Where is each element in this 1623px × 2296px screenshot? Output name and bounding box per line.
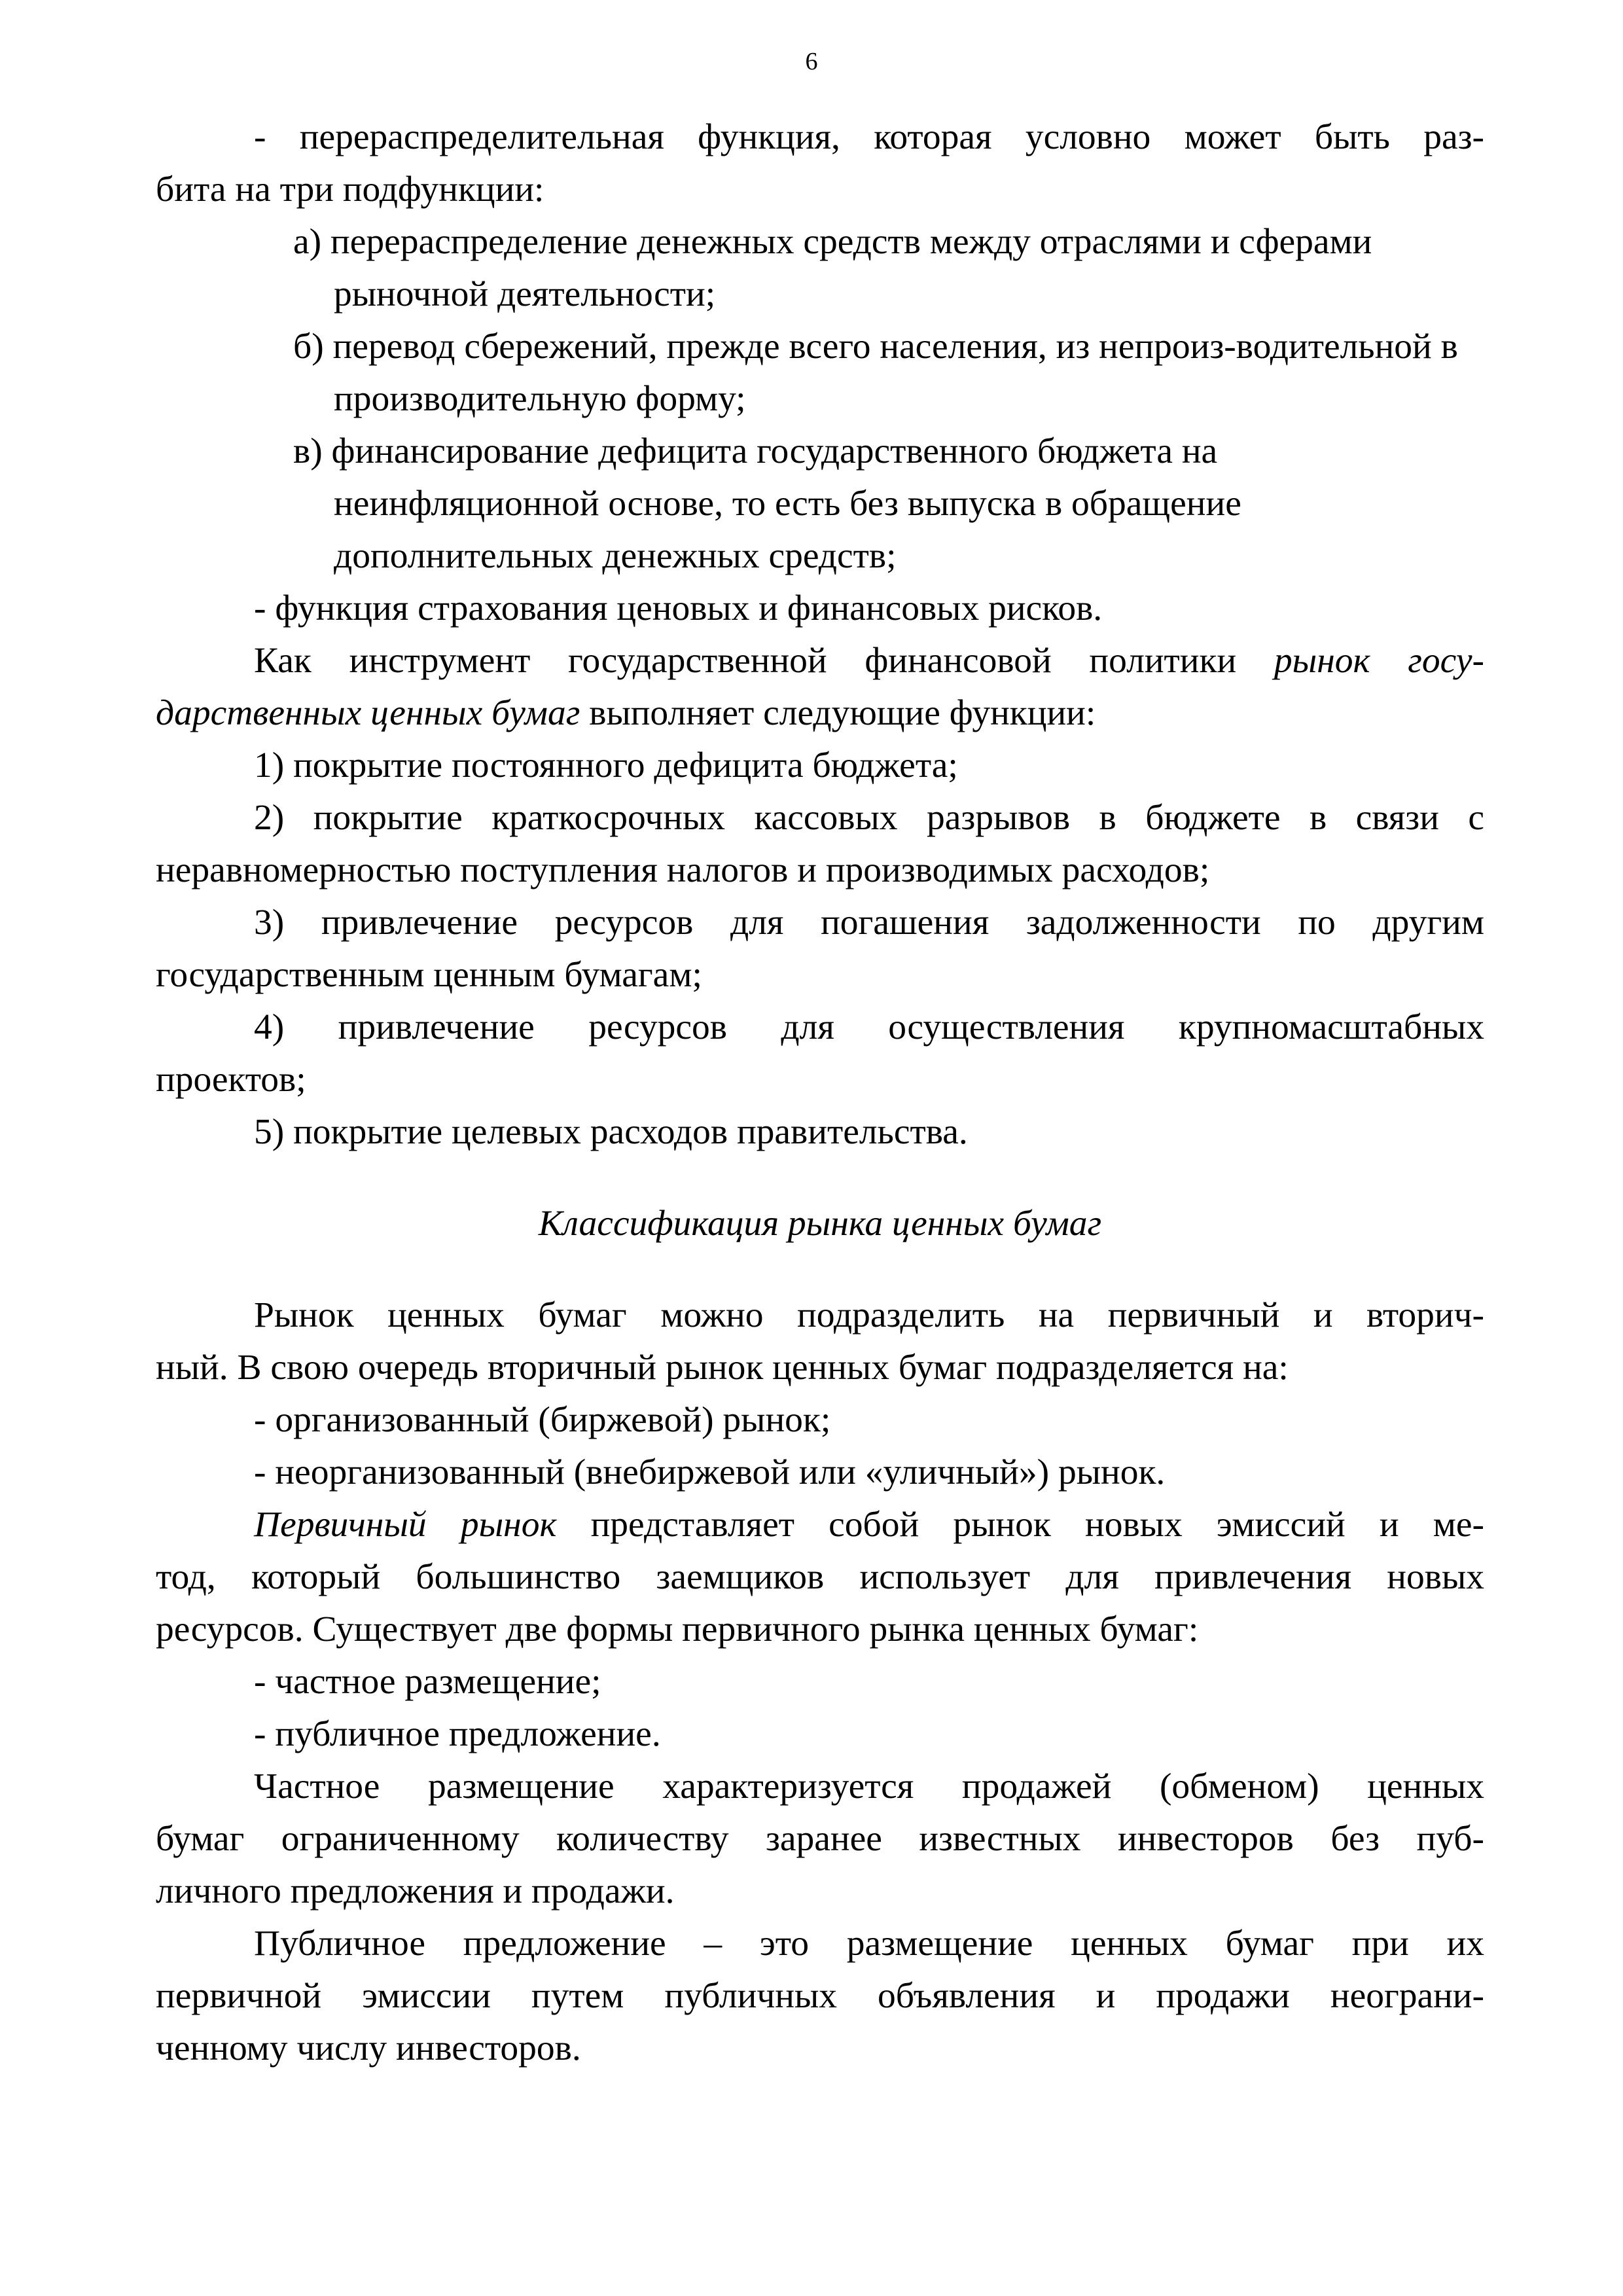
subfunction-v: в) финансирование дефицита государственного бюджета на неинфляционной основе, то есть без выпуска в обращение дополнительных денежных средств; (293, 431, 1241, 576)
instrument-italic-term: рынок госу- (1274, 641, 1484, 681)
paragraph-redistribution-line-2: бита на три подфункции: (156, 170, 544, 209)
paragraph-market-line-2: ный. В свою очередь вторичный рынок ценных бумаг подразделяется на: (156, 1348, 1289, 1388)
list-unorganized-market: - неорганизованный (внебиржевой или «уличный») рынок. (254, 1452, 1166, 1492)
subfunction-a: а) перераспределение денежных средств между отраслями и сферами рыночной деятельности; (293, 222, 1372, 314)
paragraph-primary-line-2: тод, который большинство заемщиков использует для привлечения новых (156, 1557, 1484, 1597)
list-item-4-line-1: 4) привлечение ресурсов для осуществления крупномасштабных (254, 1007, 1484, 1047)
instrument-italic-term-cont: дарственных ценных бумаг (156, 693, 580, 733)
paragraph-primary-line-3: ресурсов. Существует две формы первичного рынка ценных бумаг: (156, 1609, 1199, 1649)
list-item-4-line-2: проектов; (156, 1060, 306, 1100)
section-heading: Классификация рынка ценных бумаг (538, 1204, 1102, 1244)
primary-market-term: Первичный рынок (254, 1505, 557, 1545)
list-item-3-line-1: 3) привлечение ресурсов для погашения задолженности по другим (254, 903, 1484, 942)
list-item-2-line-2: неравномерностью поступления налогов и производимых расходов; (156, 850, 1210, 890)
list-item-2-line-1: 2) покрытие краткосрочных кассовых разрывов в бюджете в связи с (254, 798, 1484, 838)
paragraph-instrument-line-1 (156, 635, 1484, 687)
paragraph-private-line-3: личного предложения и продажи. (156, 1871, 675, 1911)
instrument-text-cont: выполняет следующие функции: (580, 693, 1096, 733)
instrument-text: Как инструмент государственной финансовой политики (254, 641, 1274, 681)
paragraph-insurance-function: - функция страхования ценовых и финансовых рисков. (254, 588, 1103, 628)
list-item-5: 5) покрытие целевых расходов правительства. (254, 1112, 968, 1152)
list-item-3-line-2: государственным ценным бумагам; (156, 955, 702, 995)
list-public-offering: - публичное предложение. (254, 1714, 661, 1754)
page-body (156, 111, 1484, 2075)
paragraph-public-line-1: Публичное предложение – это размещение ценных бумаг при их (254, 1924, 1484, 1964)
paragraph-public-line-2: первичной эмиссии путем публичных объявления и продажи неограни- (156, 1976, 1484, 2016)
page-number: 6 (805, 48, 818, 75)
paragraph-market-line-1: Рынок ценных бумаг можно подразделить на первичный и вторич- (254, 1295, 1484, 1335)
primary-market-text: представляет собой рынок новых эмиссий и ме- (556, 1505, 1485, 1545)
paragraph-private-line-1: Частное размещение характеризуется продажей (обменом) ценных (254, 1767, 1484, 1806)
paragraph-private-line-2: бумаг ограниченному количеству заранее известных инвесторов без пуб- (156, 1819, 1484, 1859)
paragraph-instrument-line-2 (156, 687, 1484, 740)
paragraph-redistribution-line-1: - перераспределительная функция, которая условно может быть раз- (254, 117, 1484, 157)
list-private-placement: - частное размещение; (254, 1662, 601, 1702)
paragraph-primary-line-1 (156, 1499, 1484, 1551)
list-item-1: 1) покрытие постоянного дефицита бюджета; (254, 745, 958, 785)
subfunction-b: б) перевод сбережений, прежде всего населения, из непроиз-водительной в производительную форму; (293, 327, 1458, 419)
list-organized-market: - организованный (биржевой) рынок; (254, 1400, 831, 1440)
paragraph-public-line-3: ченному числу инвесторов. (156, 2028, 581, 2068)
